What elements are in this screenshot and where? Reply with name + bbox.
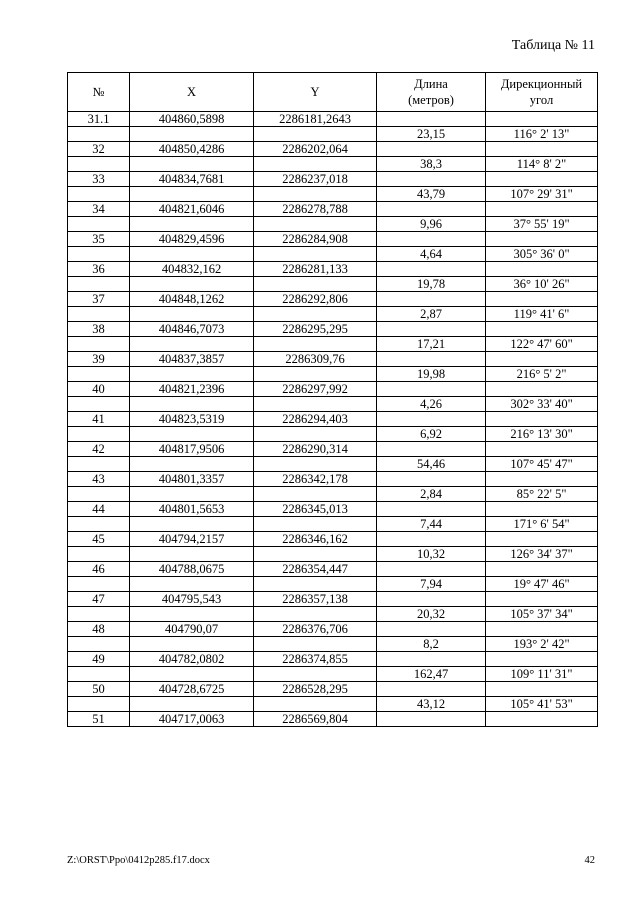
- point-y: 2286346,162: [254, 532, 377, 547]
- coordinates-table: [67, 72, 598, 727]
- segment-angle: 216° 13' 30": [486, 427, 598, 442]
- point-length-empty: [377, 382, 486, 397]
- point-row: [68, 682, 598, 697]
- point-angle-empty: [486, 712, 598, 727]
- point-angle-empty: [486, 172, 598, 187]
- point-row: [68, 712, 598, 727]
- segment-row: [68, 427, 598, 442]
- segment-angle: 37° 55' 19": [486, 217, 598, 232]
- segment-number-empty: [68, 487, 130, 502]
- point-number: 32: [68, 142, 130, 157]
- point-y: 2286278,788: [254, 202, 377, 217]
- segment-row: [68, 217, 598, 232]
- segment-y-empty: [254, 547, 377, 562]
- segment-x-empty: [130, 427, 254, 442]
- point-angle-empty: [486, 442, 598, 457]
- segment-angle: 105° 41' 53": [486, 697, 598, 712]
- point-angle-empty: [486, 232, 598, 247]
- segment-y-empty: [254, 577, 377, 592]
- point-row: [68, 412, 598, 427]
- point-row: [68, 382, 598, 397]
- segment-x-empty: [130, 337, 254, 352]
- segment-x-empty: [130, 217, 254, 232]
- segment-x-empty: [130, 697, 254, 712]
- point-x: 404823,5319: [130, 412, 254, 427]
- segment-angle: 305° 36' 0": [486, 247, 598, 262]
- segment-number-empty: [68, 547, 130, 562]
- point-y: 2286181,2643: [254, 112, 377, 127]
- point-length-empty: [377, 172, 486, 187]
- segment-length: 2,87: [377, 307, 486, 322]
- segment-number-empty: [68, 307, 130, 322]
- point-angle-empty: [486, 292, 598, 307]
- point-y: 2286284,908: [254, 232, 377, 247]
- segment-y-empty: [254, 307, 377, 322]
- point-row: [68, 262, 598, 277]
- segment-y-empty: [254, 487, 377, 502]
- segment-row: [68, 127, 598, 142]
- point-angle-empty: [486, 562, 598, 577]
- segment-length: 6,92: [377, 427, 486, 442]
- point-angle-empty: [486, 532, 598, 547]
- point-length-empty: [377, 652, 486, 667]
- segment-length: 10,32: [377, 547, 486, 562]
- header-number: №: [68, 73, 130, 112]
- segment-length: 19,78: [377, 277, 486, 292]
- point-row: [68, 472, 598, 487]
- point-y: 2286237,018: [254, 172, 377, 187]
- point-row: [68, 622, 598, 637]
- segment-angle: 109° 11' 31": [486, 667, 598, 682]
- point-angle-empty: [486, 412, 598, 427]
- point-row: [68, 202, 598, 217]
- segment-row: [68, 247, 598, 262]
- segment-y-empty: [254, 637, 377, 652]
- point-length-empty: [377, 712, 486, 727]
- point-y: 2286281,133: [254, 262, 377, 277]
- segment-row: [68, 307, 598, 322]
- point-angle-empty: [486, 652, 598, 667]
- point-row: [68, 502, 598, 517]
- segment-number-empty: [68, 427, 130, 442]
- segment-number-empty: [68, 127, 130, 142]
- segment-x-empty: [130, 307, 254, 322]
- point-y: 2286297,992: [254, 382, 377, 397]
- point-y: 2286374,855: [254, 652, 377, 667]
- point-angle-empty: [486, 622, 598, 637]
- point-x: 404801,3357: [130, 472, 254, 487]
- segment-y-empty: [254, 457, 377, 472]
- segment-angle: 105° 37' 34": [486, 607, 598, 622]
- segment-length: 38,3: [377, 157, 486, 172]
- segment-row: [68, 667, 598, 682]
- segment-number-empty: [68, 457, 130, 472]
- point-number: 33: [68, 172, 130, 187]
- segment-x-empty: [130, 247, 254, 262]
- point-angle-empty: [486, 502, 598, 517]
- segment-length: 20,32: [377, 607, 486, 622]
- segment-length: 2,84: [377, 487, 486, 502]
- segment-angle: 36° 10' 26": [486, 277, 598, 292]
- segment-x-empty: [130, 187, 254, 202]
- segment-angle: 119° 41' 6": [486, 307, 598, 322]
- point-length-empty: [377, 292, 486, 307]
- segment-x-empty: [130, 157, 254, 172]
- point-angle-empty: [486, 592, 598, 607]
- point-length-empty: [377, 502, 486, 517]
- segment-y-empty: [254, 397, 377, 412]
- table-caption: Таблица № 11: [511, 38, 595, 53]
- point-length-empty: [377, 352, 486, 367]
- point-angle-empty: [486, 382, 598, 397]
- point-number: 45: [68, 532, 130, 547]
- table-body: [68, 112, 598, 727]
- point-angle-empty: [486, 202, 598, 217]
- point-number: 49: [68, 652, 130, 667]
- segment-y-empty: [254, 217, 377, 232]
- segment-number-empty: [68, 217, 130, 232]
- segment-x-empty: [130, 457, 254, 472]
- segment-x-empty: [130, 277, 254, 292]
- point-x: 404846,7073: [130, 322, 254, 337]
- segment-x-empty: [130, 667, 254, 682]
- point-y: 2286342,178: [254, 472, 377, 487]
- point-y: 2286376,706: [254, 622, 377, 637]
- segment-angle: 126° 34' 37": [486, 547, 598, 562]
- point-x: 404834,7681: [130, 172, 254, 187]
- point-row: [68, 352, 598, 367]
- point-angle-empty: [486, 112, 598, 127]
- segment-y-empty: [254, 157, 377, 172]
- point-x: 404821,2396: [130, 382, 254, 397]
- segment-row: [68, 517, 598, 532]
- segment-row: [68, 187, 598, 202]
- segment-number-empty: [68, 277, 130, 292]
- point-length-empty: [377, 232, 486, 247]
- point-length-empty: [377, 682, 486, 697]
- segment-length: 19,98: [377, 367, 486, 382]
- segment-row: [68, 547, 598, 562]
- segment-x-empty: [130, 487, 254, 502]
- segment-number-empty: [68, 697, 130, 712]
- point-number: 39: [68, 352, 130, 367]
- segment-y-empty: [254, 277, 377, 292]
- segment-number-empty: [68, 397, 130, 412]
- segment-length: 54,46: [377, 457, 486, 472]
- point-angle-empty: [486, 142, 598, 157]
- point-angle-empty: [486, 682, 598, 697]
- point-row: [68, 232, 598, 247]
- segment-number-empty: [68, 637, 130, 652]
- segment-row: [68, 457, 598, 472]
- segment-row: [68, 367, 598, 382]
- point-number: 47: [68, 592, 130, 607]
- point-y: 2286357,138: [254, 592, 377, 607]
- point-number: 46: [68, 562, 130, 577]
- segment-y-empty: [254, 127, 377, 142]
- segment-row: [68, 637, 598, 652]
- footer-file-path: Z:\ORST\Ppo\0412p285.f17.docx: [67, 855, 210, 866]
- segment-angle: 122° 47' 60": [486, 337, 598, 352]
- segment-number-empty: [68, 157, 130, 172]
- point-x: 404801,5653: [130, 502, 254, 517]
- point-x: 404795,543: [130, 592, 254, 607]
- point-x: 404860,5898: [130, 112, 254, 127]
- point-y: 2286290,314: [254, 442, 377, 457]
- segment-length: 17,21: [377, 337, 486, 352]
- point-length-empty: [377, 472, 486, 487]
- point-angle-empty: [486, 352, 598, 367]
- point-x: 404821,6046: [130, 202, 254, 217]
- segment-length: 9,96: [377, 217, 486, 232]
- point-number: 38: [68, 322, 130, 337]
- point-row: [68, 142, 598, 157]
- point-number: 43: [68, 472, 130, 487]
- point-x: 404790,07: [130, 622, 254, 637]
- point-length-empty: [377, 112, 486, 127]
- header-row: [68, 73, 598, 112]
- segment-x-empty: [130, 397, 254, 412]
- segment-angle: 107° 29' 31": [486, 187, 598, 202]
- point-y: 2286569,804: [254, 712, 377, 727]
- point-x: 404829,4596: [130, 232, 254, 247]
- point-length-empty: [377, 412, 486, 427]
- segment-row: [68, 607, 598, 622]
- point-x: 404848,1262: [130, 292, 254, 307]
- segment-y-empty: [254, 247, 377, 262]
- segment-angle: 302° 33' 40": [486, 397, 598, 412]
- segment-angle: 116° 2' 13": [486, 127, 598, 142]
- segment-y-empty: [254, 667, 377, 682]
- point-y: 2286292,806: [254, 292, 377, 307]
- segment-y-empty: [254, 517, 377, 532]
- segment-angle: 193° 2' 42": [486, 637, 598, 652]
- point-row: [68, 442, 598, 457]
- point-number: 31.1: [68, 112, 130, 127]
- segment-number-empty: [68, 337, 130, 352]
- segment-number-empty: [68, 607, 130, 622]
- segment-y-empty: [254, 187, 377, 202]
- point-number: 40: [68, 382, 130, 397]
- point-x: 404788,0675: [130, 562, 254, 577]
- point-number: 42: [68, 442, 130, 457]
- segment-row: [68, 157, 598, 172]
- segment-angle: 107° 45' 47": [486, 457, 598, 472]
- point-y: 2286294,403: [254, 412, 377, 427]
- segment-length: 8,2: [377, 637, 486, 652]
- point-length-empty: [377, 442, 486, 457]
- point-number: 50: [68, 682, 130, 697]
- segment-x-empty: [130, 607, 254, 622]
- segment-angle: 114° 8' 2": [486, 157, 598, 172]
- point-row: [68, 532, 598, 547]
- segment-y-empty: [254, 697, 377, 712]
- point-x: 404794,2157: [130, 532, 254, 547]
- point-x: 404717,0063: [130, 712, 254, 727]
- point-row: [68, 172, 598, 187]
- segment-x-empty: [130, 577, 254, 592]
- point-length-empty: [377, 322, 486, 337]
- segment-angle: 216° 5' 2": [486, 367, 598, 382]
- segment-length: 7,44: [377, 517, 486, 532]
- header-angle: Дирекционный угол: [486, 73, 598, 112]
- segment-row: [68, 277, 598, 292]
- point-length-empty: [377, 622, 486, 637]
- segment-length: 23,15: [377, 127, 486, 142]
- point-number: 51: [68, 712, 130, 727]
- point-y: 2286354,447: [254, 562, 377, 577]
- segment-row: [68, 397, 598, 412]
- segment-angle: 85° 22' 5": [486, 487, 598, 502]
- point-row: [68, 592, 598, 607]
- point-number: 48: [68, 622, 130, 637]
- segment-angle: 19° 47' 46": [486, 577, 598, 592]
- point-y: 2286295,295: [254, 322, 377, 337]
- point-y: 2286345,013: [254, 502, 377, 517]
- segment-number-empty: [68, 187, 130, 202]
- point-x: 404832,162: [130, 262, 254, 277]
- segment-length: 4,64: [377, 247, 486, 262]
- point-x: 404782,0802: [130, 652, 254, 667]
- point-x: 404817,9506: [130, 442, 254, 457]
- header-x: X: [130, 73, 254, 112]
- point-row: [68, 322, 598, 337]
- segment-y-empty: [254, 607, 377, 622]
- segment-row: [68, 337, 598, 352]
- segment-length: 7,94: [377, 577, 486, 592]
- point-y: 2286309,76: [254, 352, 377, 367]
- segment-x-empty: [130, 517, 254, 532]
- point-length-empty: [377, 262, 486, 277]
- segment-number-empty: [68, 577, 130, 592]
- point-number: 34: [68, 202, 130, 217]
- header-length: Длина (метров): [377, 73, 486, 112]
- point-row: [68, 292, 598, 307]
- segment-number-empty: [68, 367, 130, 382]
- point-y: 2286202,064: [254, 142, 377, 157]
- segment-angle: 171° 6' 54": [486, 517, 598, 532]
- segment-y-empty: [254, 367, 377, 382]
- segment-row: [68, 487, 598, 502]
- table-header: [68, 73, 598, 112]
- point-x: 404837,3857: [130, 352, 254, 367]
- point-length-empty: [377, 562, 486, 577]
- segment-length: 4,26: [377, 397, 486, 412]
- header-y: Y: [254, 73, 377, 112]
- point-x: 404728,6725: [130, 682, 254, 697]
- segment-row: [68, 577, 598, 592]
- segment-x-empty: [130, 367, 254, 382]
- point-length-empty: [377, 142, 486, 157]
- footer-page-number: 42: [584, 855, 595, 866]
- segment-number-empty: [68, 247, 130, 262]
- point-angle-empty: [486, 322, 598, 337]
- point-number: 37: [68, 292, 130, 307]
- point-row: [68, 112, 598, 127]
- point-row: [68, 562, 598, 577]
- point-number: 36: [68, 262, 130, 277]
- point-number: 41: [68, 412, 130, 427]
- segment-x-empty: [130, 637, 254, 652]
- segment-x-empty: [130, 127, 254, 142]
- segment-length: 162,47: [377, 667, 486, 682]
- segment-row: [68, 697, 598, 712]
- point-number: 44: [68, 502, 130, 517]
- point-length-empty: [377, 532, 486, 547]
- segment-length: 43,12: [377, 697, 486, 712]
- segment-number-empty: [68, 667, 130, 682]
- segment-length: 43,79: [377, 187, 486, 202]
- segment-x-empty: [130, 547, 254, 562]
- point-length-empty: [377, 592, 486, 607]
- point-angle-empty: [486, 262, 598, 277]
- segment-y-empty: [254, 337, 377, 352]
- point-x: 404850,4286: [130, 142, 254, 157]
- point-y: 2286528,295: [254, 682, 377, 697]
- point-angle-empty: [486, 472, 598, 487]
- segment-y-empty: [254, 427, 377, 442]
- point-number: 35: [68, 232, 130, 247]
- segment-number-empty: [68, 517, 130, 532]
- point-length-empty: [377, 202, 486, 217]
- point-row: [68, 652, 598, 667]
